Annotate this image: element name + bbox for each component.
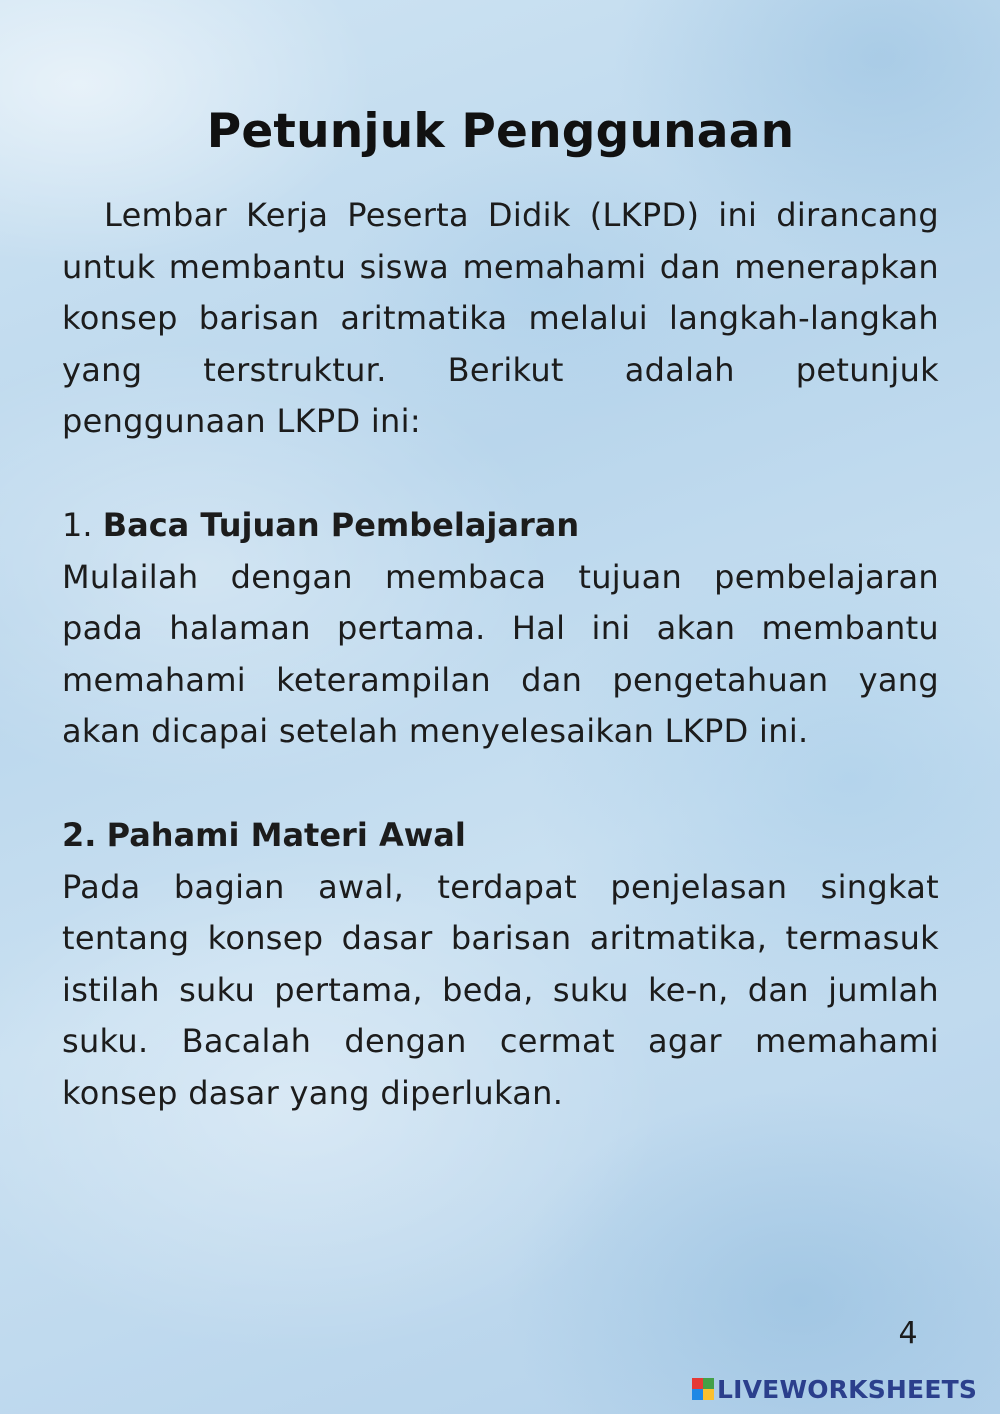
logo-square-yellow bbox=[703, 1389, 714, 1400]
section-heading-1 bbox=[62, 500, 939, 552]
logo-square-blue bbox=[692, 1389, 703, 1400]
section-title-1: Baca Tujuan Pembelajaran bbox=[102, 505, 580, 544]
section-heading-2 bbox=[62, 810, 939, 862]
intro-paragraph: Lembar Kerja Peserta Didik (LKPD) ini dirancang untuk membantu siswa memahami dan menerapkan konsep barisan aritmatika melalui langkah-langkah yang terstruktur. Berikut adalah petunjuk penggunaan LKPD ini: bbox=[62, 196, 939, 441]
section-title-2: Pahami Materi Awal bbox=[106, 815, 466, 854]
page-number: 4 bbox=[898, 1316, 918, 1351]
logo-square-green bbox=[703, 1378, 714, 1389]
section-gap bbox=[62, 448, 939, 500]
section-number-2: 2. bbox=[62, 815, 97, 854]
section-number-1: 1. bbox=[62, 505, 93, 544]
liveworksheets-logo-icon bbox=[692, 1378, 714, 1400]
section-gap bbox=[62, 758, 939, 810]
section-body-1: Mulailah dengan membaca tujuan pembelajaran pada halaman pertama. Hal ini akan membantu memahami keterampilan dan pengetahuan yang akan dicapai setelah menyelesaikan LKPD ini. bbox=[62, 557, 939, 751]
document-page bbox=[62, 100, 939, 1120]
section-body-2: Pada bagian awal, terdapat penjelasan singkat tentang konsep dasar barisan aritmatika, termasuk istilah suku pertama, beda, suku ke-n, dan jumlah suku. Bacalah dengan cermat agar memahami konsep dasar yang diperlukan. bbox=[62, 867, 939, 1112]
logo-square-red bbox=[692, 1378, 703, 1389]
liveworksheets-logo-text: LIVEWORKSHEETS bbox=[717, 1374, 978, 1404]
page-title: Petunjuk Penggunaan bbox=[206, 104, 795, 159]
liveworksheets-logo[interactable] bbox=[692, 1372, 977, 1406]
